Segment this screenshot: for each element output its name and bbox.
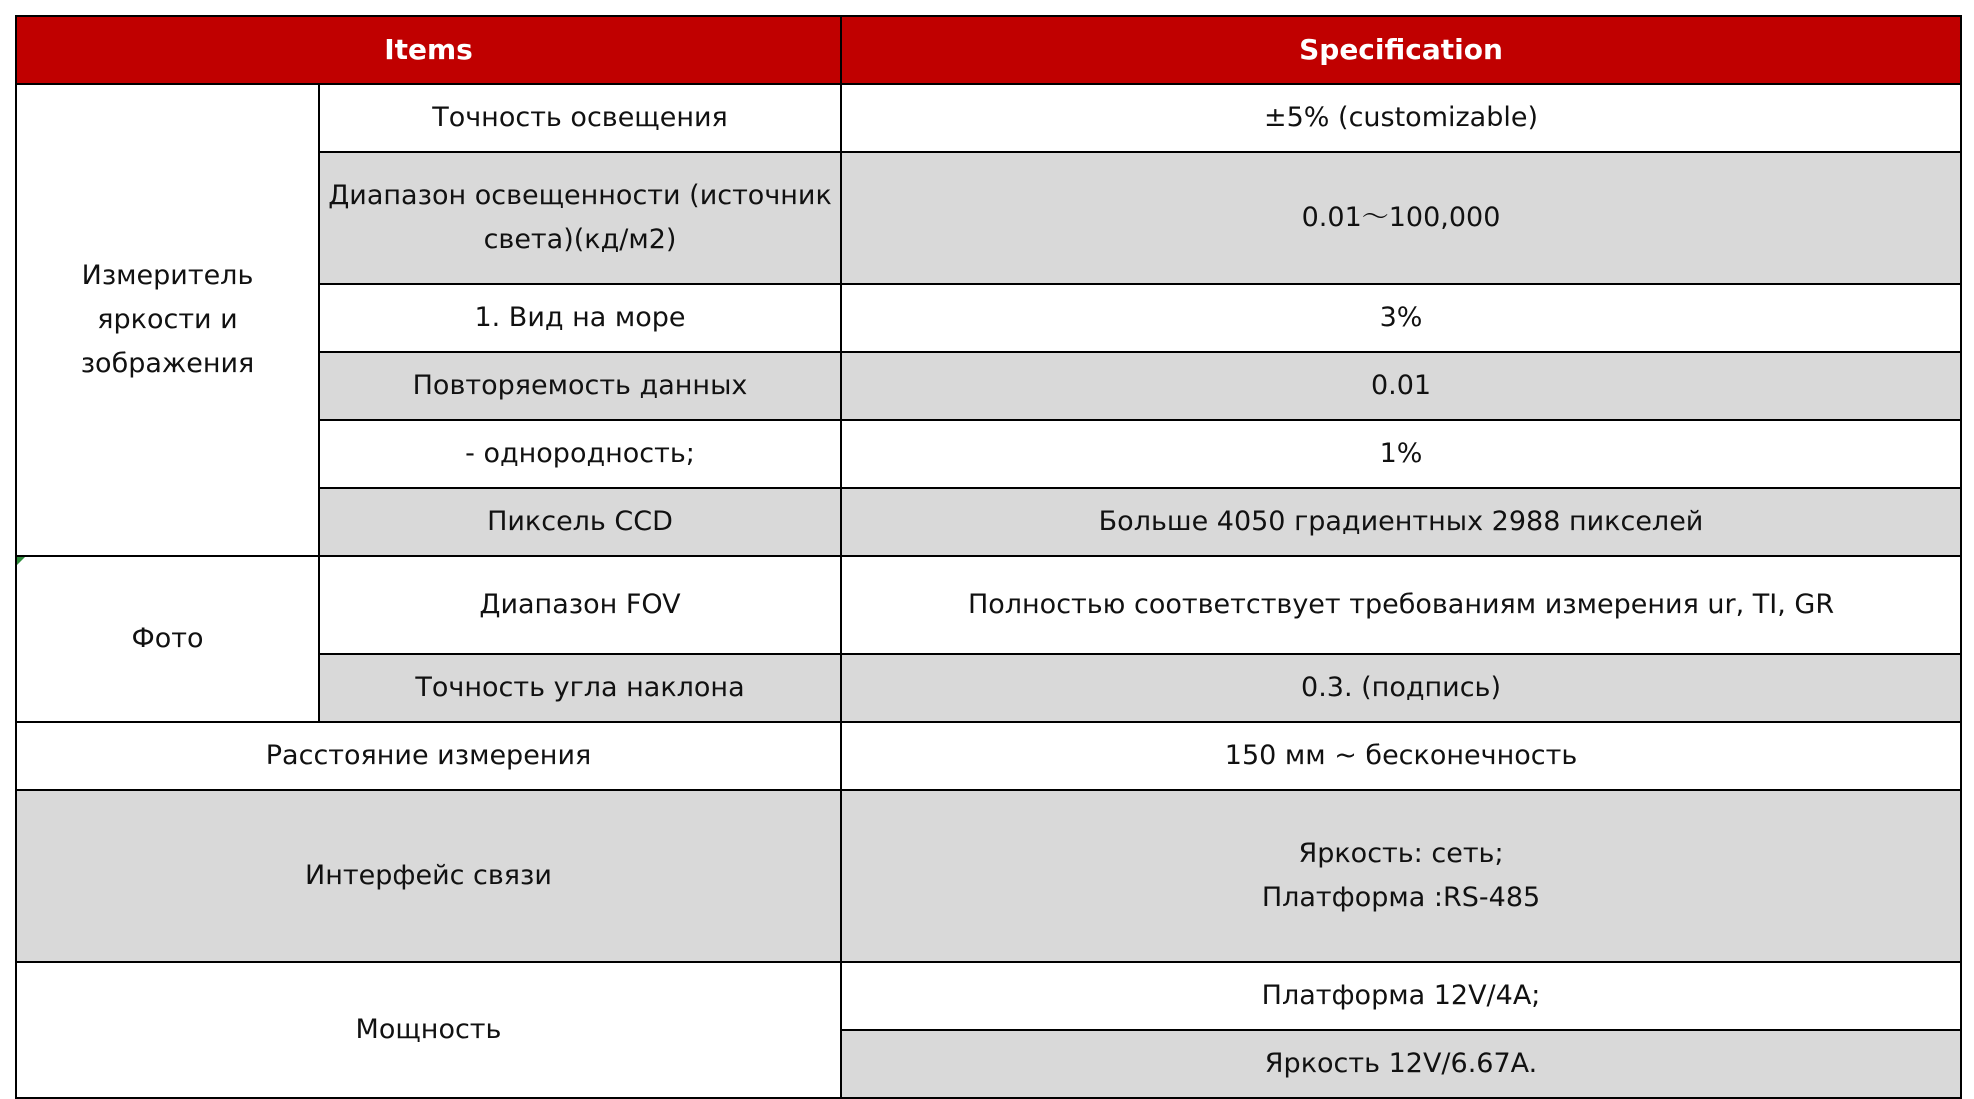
spec-cell: 0.01～100,000 <box>841 152 1961 284</box>
spec-cell: Платформа 12V/4A; <box>841 962 1961 1030</box>
spec-cell: Полностью соответствует требованиям измерения ur, TI, GR <box>841 556 1961 654</box>
spec-cell: 0.3. (подпись) <box>841 654 1961 722</box>
item-cell: Диапазон FOV <box>319 556 841 654</box>
table-row <box>16 790 1961 962</box>
table-row <box>16 84 1961 152</box>
table-row <box>16 722 1961 790</box>
item-cell: Диапазон освещенности (источник света)(кд/м2) <box>319 152 841 284</box>
item-cell: Интерфейс связи <box>16 790 841 962</box>
spec-cell: Больше 4050 градиентных 2988 пикселей <box>841 488 1961 556</box>
spec-line: Платформа :RS-485 <box>1261 882 1541 913</box>
spec-cell <box>841 790 1961 962</box>
item-cell: - однородность; <box>319 420 841 488</box>
item-cell: 1. Вид на море <box>319 284 841 352</box>
specification-table <box>15 15 1962 1099</box>
item-cell: Повторяемость данных <box>319 352 841 420</box>
spec-cell: 0.01 <box>841 352 1961 420</box>
table-row <box>16 962 1961 1030</box>
item-cell: Точность освещения <box>319 84 841 152</box>
spec-cell: 3% <box>841 284 1961 352</box>
item-cell: Расстояние измерения <box>16 722 841 790</box>
table-header-row <box>16 16 1961 84</box>
spec-cell: ±5% (customizable) <box>841 84 1961 152</box>
header-items: Items <box>16 16 841 84</box>
spec-cell: 1% <box>841 420 1961 488</box>
table-row <box>16 556 1961 654</box>
spec-cell: 150 мм ~ бесконечность <box>841 722 1961 790</box>
group-photo <box>16 556 319 722</box>
item-cell: Мощность <box>16 962 841 1098</box>
group-brightness-meter: Измеритель яркости и зображения <box>16 84 319 556</box>
spec-line: Яркость: сеть; <box>1298 838 1504 869</box>
cell-corner-marker <box>17 557 25 565</box>
header-specification: Specification <box>841 16 1961 84</box>
spec-cell: Яркость 12V/6.67A. <box>841 1030 1961 1098</box>
item-cell: Пиксель CCD <box>319 488 841 556</box>
item-cell: Точность угла наклона <box>319 654 841 722</box>
group-photo-label: Фото <box>131 623 204 654</box>
